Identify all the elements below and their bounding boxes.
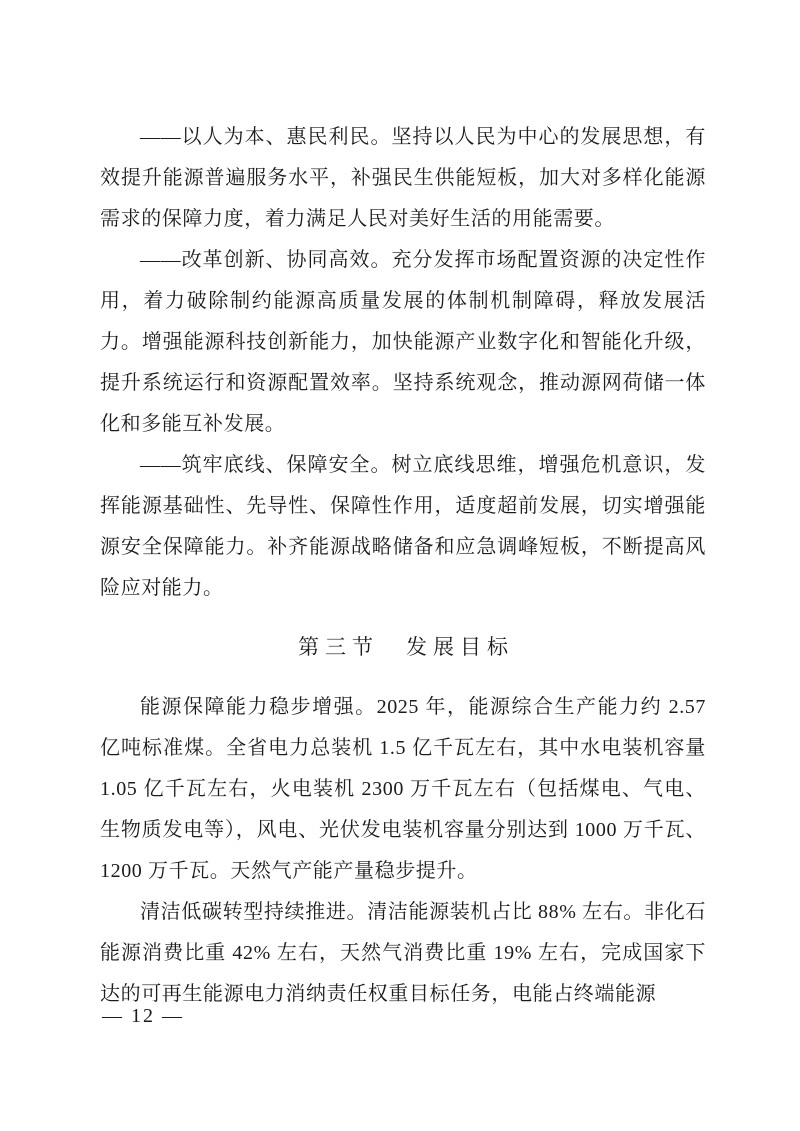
paragraph-principle-reform-innovation: ——改革创新、协同高效。充分发挥市场配置资源的决定性作用，着力破除制约能源高质量发展的体制机制障碍，释放发展活力。增强能源科技创新能力，加快能源产业数字化和智能化升级，提升系统运行和资源配置效率。坚持系统观念，推动源网荷储一体化和多能互补发展。 [100, 249, 706, 435]
section-heading-development-goals: 第三节 发展目标 [298, 635, 514, 659]
page-number: — 12 — [102, 1005, 184, 1027]
document-body [100, 117, 706, 1015]
paragraph-energy-supply-capacity-targets: 能源保障能力稳步增强。2025 年，能源综合生产能力约 2.57 亿吨标准煤。全省电力总装机 1.5 亿千瓦左右，其中水电装机容量 1.05 亿千瓦左右，火电装机 2300 万千瓦左右（包括煤电、气电、生物质发电等），风电、光伏发电装机容量分别达到 1000 万千瓦、1200 万千瓦。天然气产能产量稳步提升。 [100, 696, 706, 882]
paragraph-principle-safety-bottom-line: ——筑牢底线、保障安全。树立底线思维，增强危机意识，发挥能源基础性、先导性、保障性作用，适度超前发展，切实增强能源安全保障能力。补齐能源战略储备和应急调峰短板，不断提高风险应对能力。 [100, 454, 706, 599]
paragraph-principle-people-first: ——以人为本、惠民利民。坚持以人民为中心的发展思想，有效提升能源普遍服务水平，补强民生供能短板，加大对多样化能源需求的保障力度，着力满足人民对美好生活的用能需要。 [100, 126, 706, 230]
paragraph-clean-low-carbon-transition: 清洁低碳转型持续推进。清洁能源装机占比 88% 左右。非化石能源消费比重 42% 左右，天然气消费比重 19% 左右，完成国家下达的可再生能源电力消纳责任权重目标任务，电能占终端能源 [100, 901, 706, 1005]
